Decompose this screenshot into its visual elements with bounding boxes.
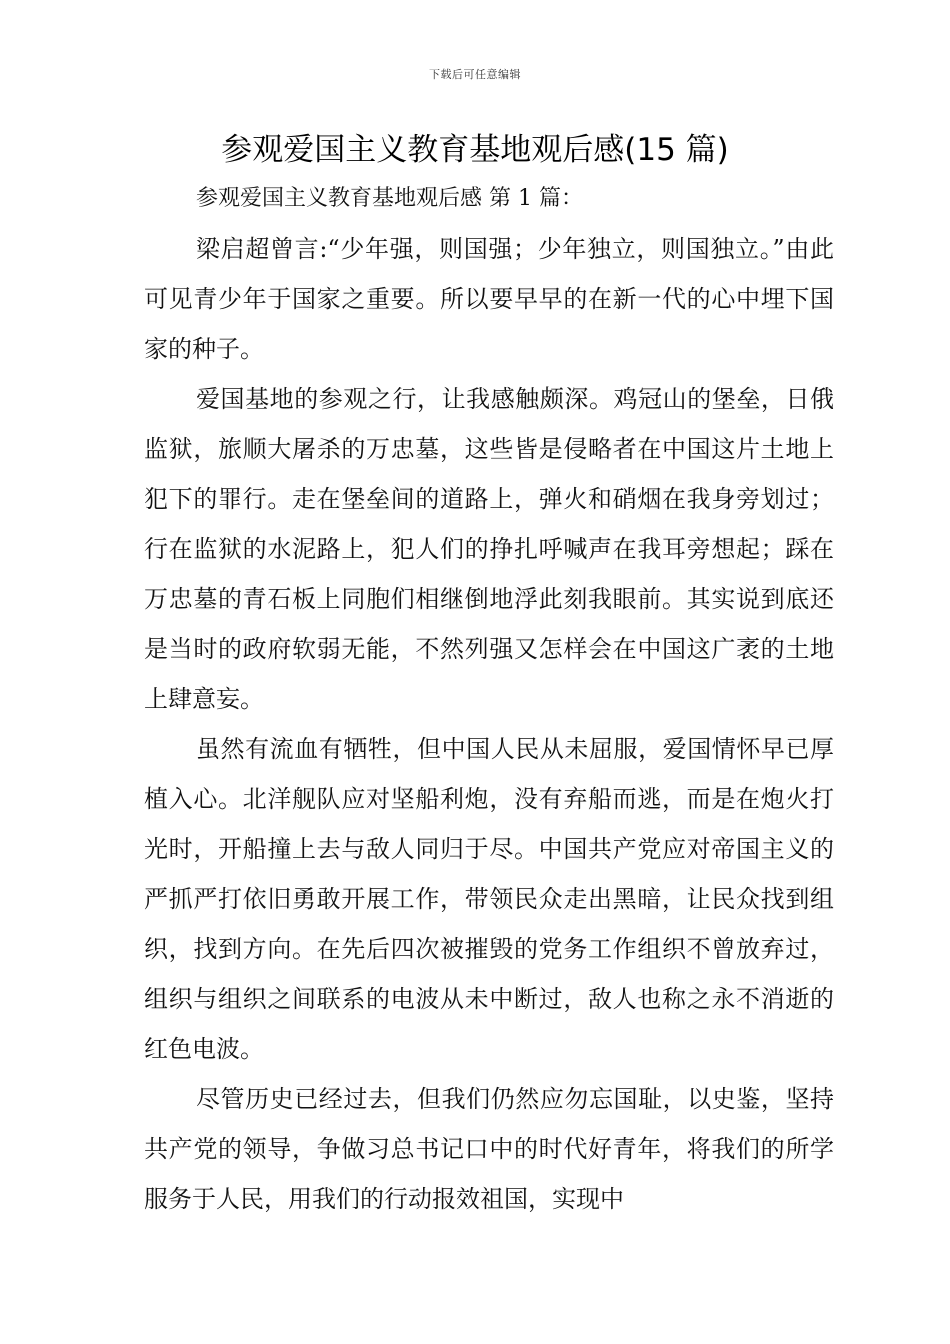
header-note: 下载后可任意编辑 [429, 68, 521, 81]
section-heading: 参观爱国主义教育基地观后感 第 1 篇： [196, 186, 583, 211]
paragraph-2: 爱国基地的参观之行，让我感触颇深。鸡冠山的堡垒，日俄监狱，旅顺大屠杀的万忠墓，这些皆是侵略者在中国这片土地上犯下的罪行。走在堡垒间的道路上，弹火和硝烟在我身旁划过；行在监狱的水泥路上，犯人们的挣扎呼喊声在我耳旁想起；踩在万忠墓的青石板上同胞们相继倒地浮此刻我眼前。其实说到底还是当时的政府软弱无能，不然列强又怎样会在中国这广袤的土地上肆意妄。 [144, 385, 834, 713]
paragraph-3: 虽然有流血有牺牲，但中国人民从未屈服，爱国情怀早已厚植入心。北洋舰队应对坚船利炮，没有弃船而逃，而是在炮火打光时，开船撞上去与敌人同归于尽。中国共产党应对帝国主义的严抓严打依旧勇敢开展工作，带领民众走出黑暗，让民众找到组织，找到方向。在先后四次被摧毁的党务工作组织不曾放弃过，组织与组织之间联系的电波从未中断过，敌人也称之永不消逝的红色电波。 [144, 735, 834, 1063]
paragraph-4: 尽管历史已经过去，但我们仍然应勿忘国耻，以史鉴，坚持共产党的领导，争做习总书记口中的时代好青年，将我们的所学服务于人民，用我们的行动报效祖国，实现中 [144, 1085, 834, 1213]
document-body [144, 224, 834, 1224]
paragraph-1: 梁启超曾言:“少年强，则国强；少年独立，则国独立。”由此可见青少年于国家之重要。所以要早早的在新一代的心中埋下国家的种子。 [144, 235, 834, 363]
document-title: 参观爱国主义教育基地观后感(15 篇) [221, 132, 729, 168]
